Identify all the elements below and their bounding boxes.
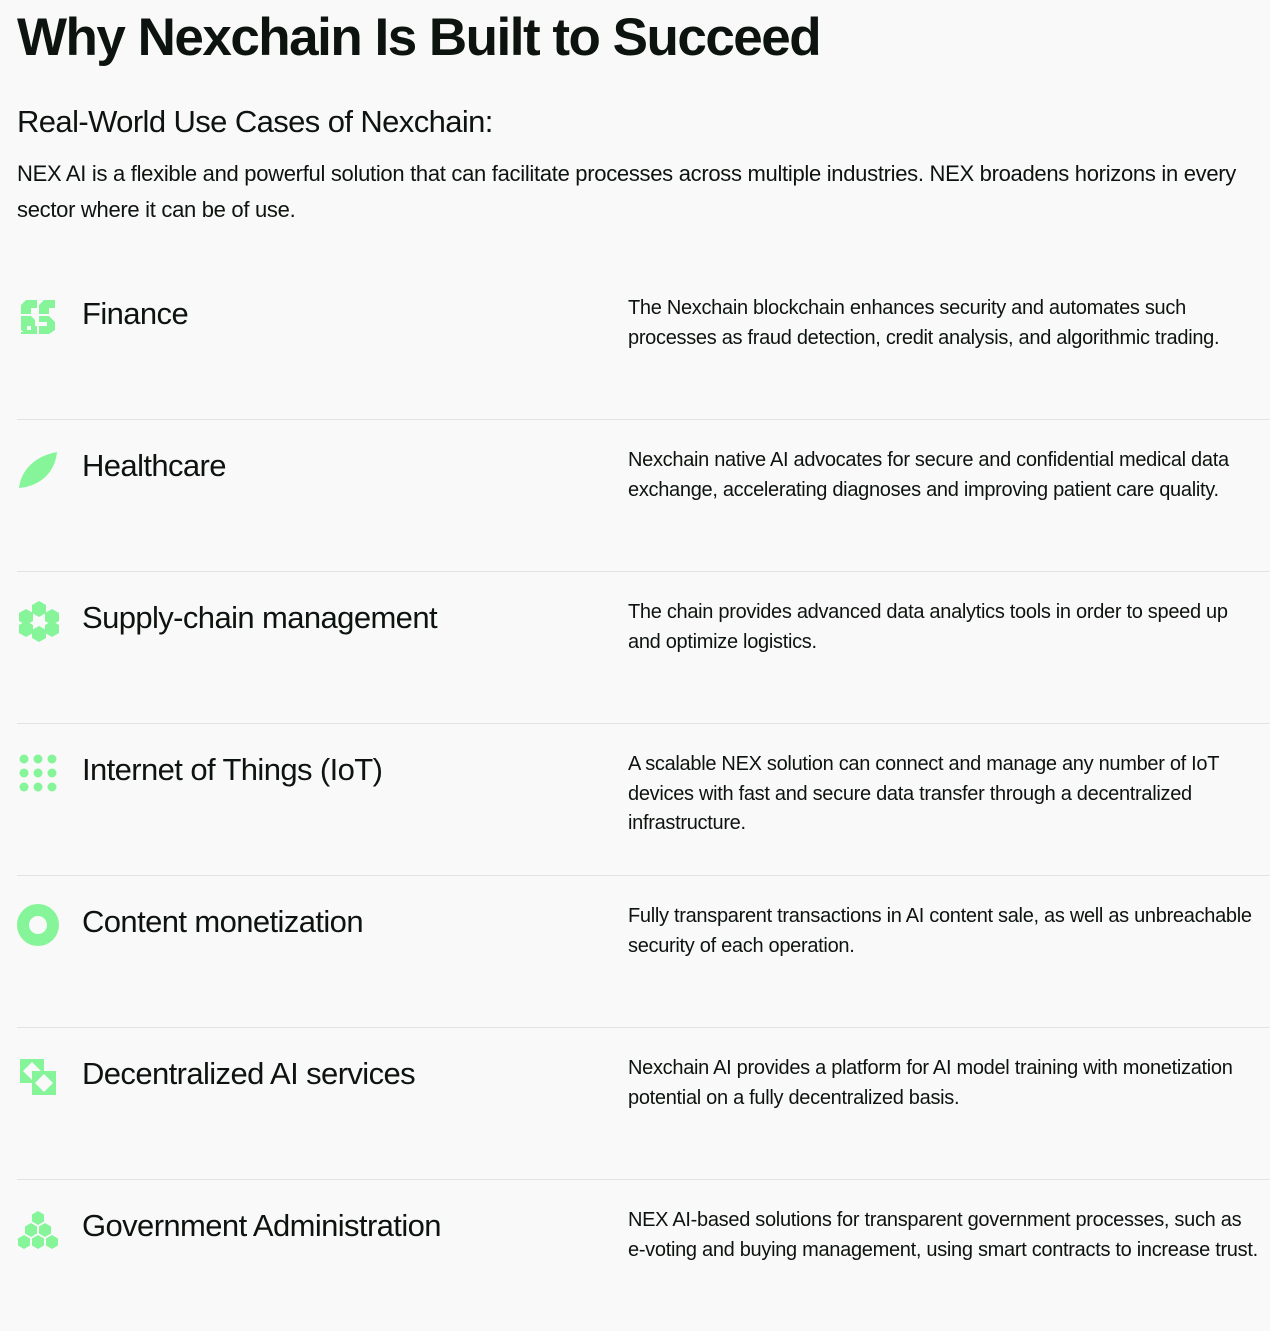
intro-paragraph: NEX AI is a flexible and powerful solution that can facilitate processes across multiple industries. NEX broadens horizons in every sector where it can be of use.	[17, 161, 1236, 222]
use-case-healthcare	[17, 420, 1270, 572]
use-case-title: Internet of Things (IoT)	[82, 752, 383, 787]
use-case-finance	[17, 268, 1270, 420]
section-subtitle: Real-World Use Cases of Nexchain:	[17, 104, 493, 139]
use-case-title: Supply-chain management	[82, 600, 437, 635]
use-case-description: Nexchain AI provides a platform for AI model training with monetization potential on a fully decentralized basis.	[628, 1057, 1233, 1109]
use-case-decentralized-ai	[17, 1028, 1270, 1180]
use-case-government	[17, 1180, 1270, 1331]
leaf-icon	[17, 448, 61, 490]
dot-grid-icon	[17, 752, 61, 794]
diamond-squares-icon	[17, 1056, 61, 1098]
ring-icon	[17, 904, 61, 946]
use-case-iot	[17, 724, 1270, 876]
hexagon-pyramid-icon	[17, 1208, 61, 1250]
page-title: Why Nexchain Is Built to Succeed	[17, 8, 821, 67]
use-case-description: The Nexchain blockchain enhances security and automates such processes as fraud detection, credit analysis, and algorithmic trading.	[628, 297, 1220, 349]
use-case-title: Content monetization	[82, 904, 363, 939]
use-case-content-monetization	[17, 876, 1270, 1028]
use-case-description: The chain provides advanced data analytics tools in order to speed up and optimize logistics.	[628, 601, 1228, 653]
use-case-description: Nexchain native AI advocates for secure and confidential medical data exchange, accelerating diagnoses and improving patient care quality.	[628, 449, 1229, 501]
hexagon-ring-icon	[17, 600, 61, 642]
use-case-description: Fully transparent transactions in AI content sale, as well as unbreachable security of each operation.	[628, 905, 1252, 957]
use-case-description: A scalable NEX solution can connect and manage any number of IoT devices with fast and secure data transfer through a decentralized infrastructure.	[628, 753, 1219, 834]
use-case-title: Healthcare	[82, 448, 226, 483]
use-case-supply-chain	[17, 572, 1270, 724]
use-case-list	[17, 268, 1270, 1331]
use-case-description: NEX AI-based solutions for transparent government processes, such as e-voting and buying management, using smart contracts to increase trust.	[628, 1209, 1258, 1261]
use-case-title: Decentralized AI services	[82, 1056, 416, 1091]
finance-icon	[17, 296, 61, 338]
use-case-title: Government Administration	[82, 1208, 441, 1243]
use-case-title: Finance	[82, 296, 189, 331]
